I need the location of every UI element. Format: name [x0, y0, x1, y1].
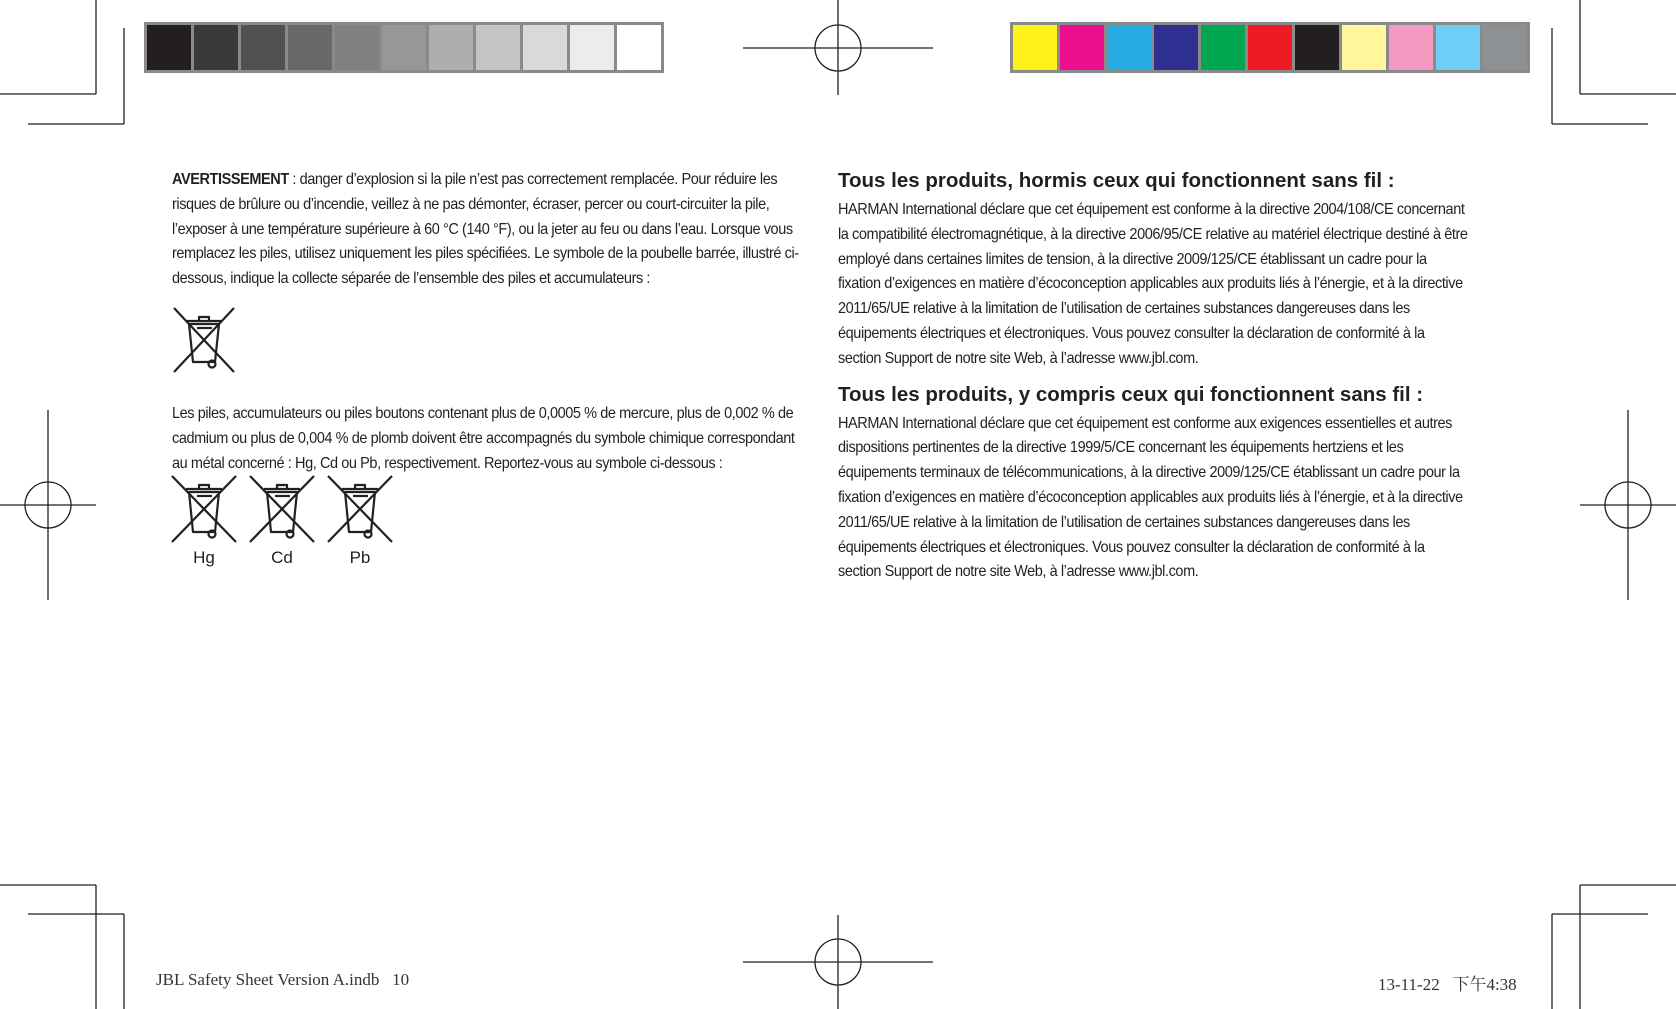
- declaration-wireless: HARMAN International déclare que cet équipement est conforme aux exigences essentielles et autres dispositions pertinentes de la directive 1999/5/CE concernant les équipements hertziens et les équipements terminaux de télécommunications, à la directive 2009/125/CE établissant un cadre pour la fixation d’exigences en matière d’écoconception applicables aux produits liés à l’énergie, et à la directive 2011/65/UE relative à la limitation de l’utilisation de certaines substances dangereuses dans les équipements électriques et électroniques. Vous pouvez consulter la déclaration de conformité à la section Support de notre site Web, à l’adresse www.jbl.com.: [838, 414, 1463, 581]
- warning-label: AVERTISSEMENT: [172, 171, 289, 188]
- color-swatch: [1342, 25, 1386, 70]
- gray-swatch: [194, 25, 238, 70]
- color-swatch: [1060, 25, 1104, 70]
- gray-swatch: [382, 25, 426, 70]
- color-swatch: [1107, 25, 1151, 70]
- footer-file-name: JBL Safety Sheet Version A.indb 10: [156, 970, 410, 989]
- crossed-out-bin-icon: [326, 474, 394, 544]
- grayscale-color-bar: [144, 22, 664, 73]
- color-swatch: [1013, 25, 1057, 70]
- bin-pb: [326, 474, 394, 567]
- battery-warning-paragraph: [172, 168, 808, 292]
- crossed-out-bin-icon: [170, 474, 238, 544]
- color-swatch: [1201, 25, 1245, 70]
- gray-swatch: [429, 25, 473, 70]
- declaration-non-wireless: HARMAN International déclare que cet équipement est conforme à la directive 2004/108/CE concernant la compatibilité électromagnétique, à la directive 2006/95/CE relative au matériel électrique destiné à être employé dans certaines limites de tension, à la directive 2009/125/CE établissant un cadre pour la fixation d’exigences en matière d’écoconception applicables aux produits liés à l’énergie, et à la directive 2011/65/UE relative à la limitation de l’utilisation de certaines substances dangereuses dans les équipements électriques et électroniques. Vous pouvez consulter la déclaration de conformité à la section Support de notre site Web, à l’adresse www.jbl.com.: [838, 201, 1468, 367]
- chemical-bin-symbols: [170, 474, 400, 574]
- left-column: [172, 168, 817, 476]
- gray-swatch: [147, 25, 191, 70]
- bin-label-pb: Pb: [349, 548, 371, 567]
- crossed-out-bin-icon: [172, 306, 236, 374]
- gray-swatch: [617, 25, 661, 70]
- cmyk-color-bar: [1010, 22, 1530, 73]
- gray-swatch: [241, 25, 285, 70]
- gray-swatch: [570, 25, 614, 70]
- color-swatch: [1483, 25, 1527, 70]
- heading-wireless: Tous les produits, y compris ceux qui fonctionnent sans fil :: [838, 382, 1424, 406]
- heading-non-wireless: Tous les produits, hormis ceux qui fonctionnent sans fil :: [838, 169, 1395, 192]
- warning-text: : danger d’explosion si la pile n’est pas correctement remplacée. Pour réduire les risques de brûlure ou d’incendie, veillez à ne pas démonter, écraser, percer ou court-circuiter la pile, l’exposer à une température supérieure à 60 °C (140 °F), ou la jeter au feu ou dans l’eau. Lorsque vous remplacez les piles, utilisez uniquement les piles spécifiées. Le symbole de la poubelle barrée, illustré ci-dessous, indique la collecte séparée de l’ensemble des piles et accumulateurs :: [172, 171, 799, 288]
- bin-label-cd: Cd: [271, 548, 293, 567]
- gray-swatch: [288, 25, 332, 70]
- color-swatch: [1154, 25, 1198, 70]
- chemical-symbol-paragraph: Les piles, accumulateurs ou piles boutons contenant plus de 0,0005 % de mercure, plus de 0,002 % de cadmium ou plus de 0,004 % de plomb doivent être accompagnés du symbole chimique correspondant au métal concerné : Hg, Cd ou Pb, respectivement. Reportez-vous au symbole ci-dessous :: [172, 404, 795, 472]
- color-swatch: [1248, 25, 1292, 70]
- right-column: [838, 168, 1478, 585]
- color-swatch: [1436, 25, 1480, 70]
- color-swatch: [1295, 25, 1339, 70]
- gray-swatch: [476, 25, 520, 70]
- bin-hg: [170, 474, 238, 567]
- footer-timestamp: 13-11-22 下午4:38: [1378, 975, 1517, 994]
- color-swatch: [1389, 25, 1433, 70]
- bin-cd: [248, 474, 316, 567]
- bin-label-hg: Hg: [193, 548, 215, 567]
- crossed-out-bin-icon: [248, 474, 316, 544]
- gray-swatch: [523, 25, 567, 70]
- gray-swatch: [335, 25, 379, 70]
